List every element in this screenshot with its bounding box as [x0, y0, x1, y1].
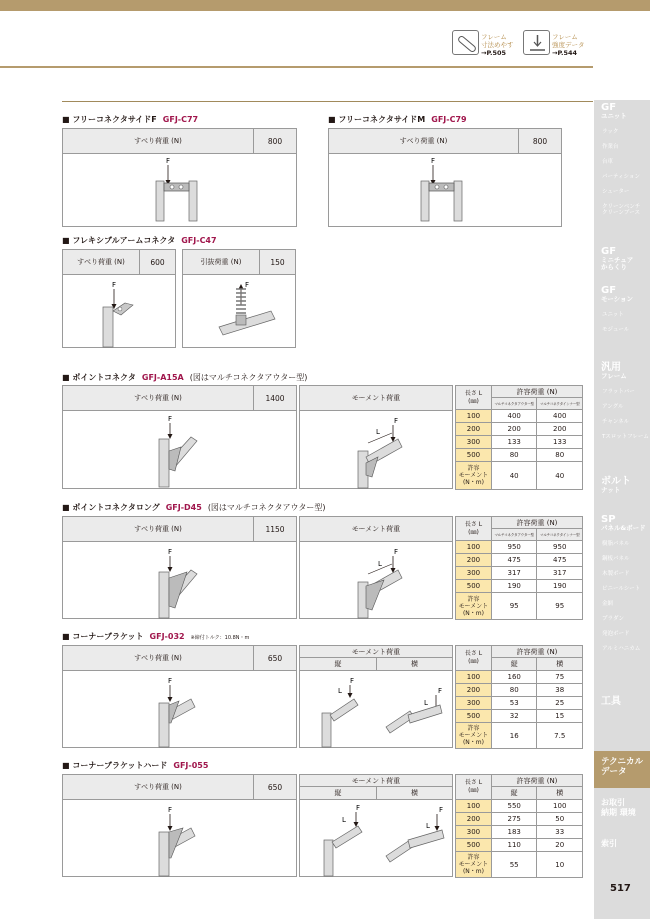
c77-diagram	[63, 154, 298, 226]
055-allow-header: 許容荷重 (N)	[491, 775, 582, 787]
055-yoko-force: F	[439, 806, 444, 814]
032-yoko-length: L	[424, 699, 428, 707]
section-title-d45: ■ ポイントコネクタロング GFJ-D45 (図はマルチコネクタアウター型)	[62, 503, 326, 512]
055-tate-force: F	[356, 804, 361, 812]
c47-slide-force-label: F	[112, 281, 117, 289]
sidebar-active-label: テクニカル データ	[601, 757, 643, 777]
c79-panel	[328, 128, 562, 227]
page-number: 517	[610, 883, 631, 894]
c77-force-label: F	[166, 157, 171, 165]
sidebar-group	[594, 283, 650, 357]
d45-length-label: L	[378, 560, 382, 568]
sidebar-item[interactable]: ラック	[602, 129, 619, 135]
sidebar-group	[594, 512, 650, 690]
sidebar-item[interactable]: ビニールシート	[602, 586, 641, 592]
table-row: 300 317 317	[456, 567, 583, 580]
section-title-c79: ■ フリーコネクタサイドM GFJ-C79	[328, 115, 467, 124]
d45-slide-label: すべり荷重 (N)	[134, 525, 182, 533]
032-table	[455, 645, 583, 749]
sidebar-item[interactable]: 鋼板パネル	[602, 556, 630, 562]
ref-frame-strength[interactable]: フレーム 強度データ →P.544	[552, 33, 585, 57]
sidebar-item[interactable]: モジュール	[602, 327, 630, 333]
table-row: 200 80 38	[456, 684, 583, 697]
032-slide-panel	[62, 645, 297, 748]
content-top-rule	[62, 101, 593, 102]
sidebar-item[interactable]: ユニット	[602, 312, 624, 318]
032-tate-force: F	[350, 677, 355, 685]
055-yoko-length: L	[426, 822, 430, 830]
d45-slide-diagram	[63, 542, 298, 618]
table-row: 300 133 133	[456, 436, 583, 449]
sidebar-item[interactable]: アルミハニカム	[602, 646, 641, 652]
d45-col1: マルチコネクタアウター型	[491, 529, 537, 541]
sidebar-group	[594, 244, 650, 280]
055-slide-value: 650	[253, 775, 296, 800]
032-moment-diagram	[300, 671, 454, 747]
d45-slide-value: 1150	[253, 517, 296, 542]
table-row: 許容 モーメント (N・m) 40 40	[456, 462, 583, 490]
sidebar-item-technical-data[interactable]	[594, 751, 650, 788]
c47-pull-panel	[182, 249, 296, 348]
section-title-c77: ■ フリーコネクタサイドF GFJ-C77	[62, 115, 199, 124]
section-title-c47: ■ フレキシブルアームコネクタ GFJ-C47	[62, 236, 217, 245]
d45-moment-label: モーメント荷重	[300, 517, 452, 542]
055-slide-panel	[62, 774, 297, 877]
a15a-force-label: F	[168, 415, 173, 423]
sidebar-item[interactable]: チャンネル	[602, 419, 630, 425]
055-slide-diagram	[63, 800, 298, 876]
032-tate-label: 縦	[300, 658, 376, 671]
032-slide-label: すべり荷重 (N)	[134, 654, 182, 662]
c77-panel	[62, 128, 297, 227]
032-allow-header: 許容荷重 (N)	[491, 646, 582, 658]
c77-slide-value: 800	[253, 129, 296, 154]
c47-slide-label: すべり荷重 (N)	[77, 258, 125, 266]
d45-moment-diagram	[300, 542, 454, 618]
055-col-yoko: 横	[537, 787, 583, 800]
table-row: 許容 モーメント (N・m) 95 95	[456, 593, 583, 620]
d45-moment-force-label: F	[394, 548, 399, 556]
sidebar-group-title[interactable]: GF ユニット	[601, 102, 627, 120]
032-force-label: F	[168, 677, 173, 685]
sidebar-group	[594, 360, 650, 470]
c47-slide-diagram	[63, 275, 177, 347]
c47-slide-value: 600	[139, 250, 175, 275]
sidebar-group-title[interactable]: 工具	[601, 696, 621, 707]
c47-pull-force-label: F	[245, 281, 250, 289]
a15a-slide-label: すべり荷重 (N)	[134, 394, 182, 402]
032-col-tate: 縦	[491, 658, 537, 671]
sidebar-item[interactable]: クリーンベンチ クリーンブース	[602, 204, 641, 216]
sidebar-item-transactions[interactable]: お取引 納期 環境	[601, 798, 636, 817]
table-row: 500 190 190	[456, 580, 583, 593]
032-slide-value: 650	[253, 646, 296, 671]
table-row: 300 183 33	[456, 826, 583, 839]
sidebar-item[interactable]: シューター	[602, 189, 630, 195]
c47-pull-value: 150	[259, 250, 295, 275]
sidebar-item[interactable]: 木製ボード	[602, 571, 630, 577]
a15a-col2: マルチコネクタインナー型	[537, 398, 583, 410]
frame-dimension-icon[interactable]	[452, 30, 479, 55]
032-slide-diagram	[63, 671, 298, 747]
sidebar-item[interactable]: 樹脂パネル	[602, 541, 630, 547]
sidebar-group-title[interactable]: GF モーション	[601, 285, 633, 303]
table-row: 200 475 475	[456, 554, 583, 567]
sidebar-item[interactable]: 台車	[602, 159, 614, 165]
sidebar-item[interactable]: 発泡ボード	[602, 631, 630, 637]
a15a-moment-diagram	[300, 411, 454, 488]
d45-allow-header: 許容荷重 (N)	[491, 517, 582, 529]
sidebar-group-title[interactable]: ボルト ナット	[601, 476, 631, 494]
d45-slide-panel	[62, 516, 297, 619]
d45-moment-panel	[299, 516, 453, 619]
c47-pull-diagram	[183, 275, 297, 347]
section-title-a15a: ■ ポイントコネクタ GFJ-A15A (図はマルチコネクタアウター型)	[62, 373, 308, 382]
table-row: 100 950 950	[456, 541, 583, 554]
sidebar-item[interactable]: フラットバー	[602, 389, 635, 395]
section-title-055: ■ コーナーブラケットハード GFJ-055	[62, 761, 209, 770]
a15a-slide-panel	[62, 385, 297, 489]
032-yoko-force: F	[438, 687, 443, 695]
a15a-len-header: 長さ L (㎜)	[456, 386, 492, 410]
055-tate-length: L	[342, 816, 346, 824]
sidebar-group	[594, 100, 650, 240]
table-row: 300 53 25	[456, 697, 583, 710]
c47-slide-panel	[62, 249, 176, 348]
055-force-label: F	[168, 806, 173, 814]
table-row: 100 550 100	[456, 800, 583, 813]
top-color-band	[0, 0, 650, 11]
a15a-length-label: L	[376, 428, 380, 436]
a15a-moment-label: モーメント荷重	[300, 386, 452, 411]
sidebar-group	[594, 694, 650, 744]
header-rule	[0, 66, 593, 68]
055-slide-label: すべり荷重 (N)	[134, 783, 182, 791]
055-len-header: 長さ L (㎜)	[456, 775, 492, 800]
c47-pull-label: 引抜荷重 (N)	[200, 258, 242, 266]
sidebar-group-title[interactable]: GF ミニチュア からくり	[601, 246, 634, 271]
sidebar-item-index[interactable]: 索引	[601, 839, 617, 848]
sidebar-item[interactable]: 作業台	[602, 144, 619, 150]
table-row: 100 400 400	[456, 410, 583, 423]
a15a-slide-value: 1400	[253, 386, 296, 411]
sidebar-group-title[interactable]: SP パネル&ボード	[601, 514, 646, 532]
c79-diagram	[329, 154, 563, 226]
d45-table	[455, 516, 583, 620]
d45-len-header: 長さ L (㎜)	[456, 517, 492, 541]
055-tate-label: 縦	[300, 787, 376, 800]
c77-slide-label: すべり荷重 (N)	[134, 137, 182, 145]
table-row: 100 160 75	[456, 671, 583, 684]
d45-col2: マルチコネクタインナー型	[537, 529, 583, 541]
ref-frame-dimension[interactable]: フレーム 寸法めやす →P.505	[481, 33, 514, 57]
table-row: 200 200 200	[456, 423, 583, 436]
d45-force-label: F	[168, 548, 173, 556]
sidebar-item[interactable]: パーティション	[602, 174, 640, 180]
055-yoko-label: 横	[376, 787, 452, 800]
a15a-allow-header: 許容荷重 (N)	[491, 386, 582, 398]
sidebar-item[interactable]: Tスロットフレーム	[602, 434, 649, 440]
a15a-col1: マルチコネクタアウター型	[491, 398, 537, 410]
table-row: 許容 モーメント (N・m) 55 10	[456, 852, 583, 878]
055-table	[455, 774, 583, 878]
table-row: 許容 モーメント (N・m) 16 7.5	[456, 723, 583, 749]
a15a-slide-diagram	[63, 411, 298, 488]
032-moment-panel	[299, 645, 453, 748]
frame-strength-icon[interactable]	[523, 30, 550, 55]
table-row: 500 32 15	[456, 710, 583, 723]
032-col-yoko: 横	[537, 658, 583, 671]
c79-slide-value: 800	[518, 129, 561, 154]
055-moment-label: モーメント荷重	[300, 775, 452, 787]
a15a-moment-panel	[299, 385, 453, 489]
a15a-moment-force-label: F	[394, 417, 399, 425]
c79-slide-label: すべり荷重 (N)	[399, 137, 448, 145]
sidebar-item[interactable]: 金網	[602, 601, 614, 607]
sidebar-item[interactable]: プラダン	[602, 616, 625, 622]
sidebar-group-title[interactable]: 汎用 フレーム	[601, 362, 627, 380]
055-col-tate: 縦	[491, 787, 537, 800]
table-row: 200 275 50	[456, 813, 583, 826]
032-moment-label: モーメント荷重	[300, 646, 452, 658]
table-row: 500 80 80	[456, 449, 583, 462]
c79-force-label: F	[431, 157, 436, 165]
032-yoko-label: 横	[376, 658, 452, 671]
table-row: 500 110 20	[456, 839, 583, 852]
032-tate-length: L	[338, 687, 342, 695]
sidebar-group	[594, 474, 650, 508]
032-len-header: 長さ L (㎜)	[456, 646, 492, 671]
a15a-table	[455, 385, 583, 490]
sidebar-item[interactable]: アングル	[602, 404, 624, 410]
055-moment-diagram	[300, 800, 454, 876]
section-title-032: ■ コーナーブラケット GFJ-032 ※締付トルク：10.8N・m	[62, 632, 250, 641]
055-moment-panel	[299, 774, 453, 877]
